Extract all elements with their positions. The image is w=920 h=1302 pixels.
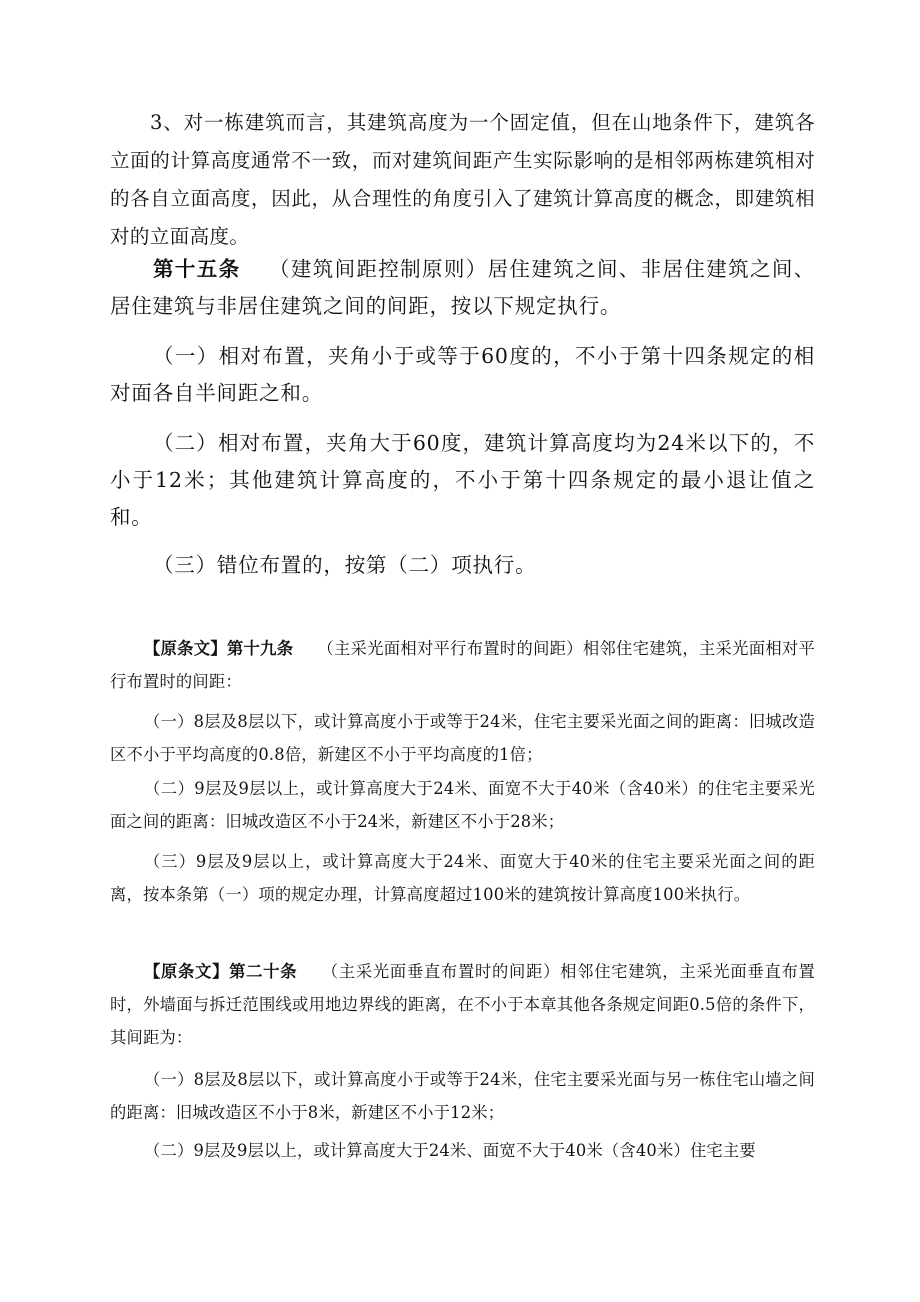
article-15-text: （建筑间距控制原则）居住建筑之间、非居住建筑之间、居住建筑与非居住建筑之间的间距，按以下规定执行。	[110, 257, 816, 318]
article-15-heading: 第十五条	[153, 257, 241, 281]
article-20-text: （主采光面垂直布置时的间距）相邻住宅建筑，主采光面垂直布置时，外墙面与拆迁范围线或用地边界线的距离，在不小于本章其他各条规定间距0.5倍的条件下，其间距为：	[110, 962, 815, 1047]
article-15-paragraph	[110, 251, 815, 325]
article-19-item-3	[110, 845, 815, 911]
article-19-item-1-text: （一）8层及8层以下，或计算高度小于或等于24米，住宅主要采光面之间的距离：旧城改造区不小于平均高度的0.8倍，新建区不小于平均高度的1倍；	[110, 712, 815, 764]
note-3-paragraph	[110, 104, 815, 256]
article-20-item-1	[110, 1063, 815, 1129]
article-15-item-3-text: （三）错位布置的，按第（二）项执行。	[153, 553, 537, 577]
note-3-text: 3、对一栋建筑而言，其建筑高度为一个固定值，但在山地条件下，建筑各立面的计算高度通常不一致，而对建筑间距产生实际影响的是相邻两栋建筑相对的各自立面高度，因此，从合理性的角度引入了建筑计算高度的概念，即建筑相对的立面高度。	[110, 111, 815, 248]
article-19-paragraph	[110, 632, 815, 698]
article-20-heading: 【原条文】第二十条	[144, 962, 298, 981]
article-15-item-1	[110, 338, 815, 412]
article-20-paragraph	[110, 955, 815, 1054]
article-19-heading: 【原条文】第十九条	[144, 639, 294, 658]
article-19-item-3-text: （三）9层及9层以上，或计算高度大于24米、面宽大于40米的住宅主要采光面之间的距离，按本条第（一）项的规定办理，计算高度超过100米的建筑按计算高度100米执行。	[110, 852, 815, 904]
article-20-item-2	[110, 1134, 815, 1167]
article-15-item-1-text: （一）相对布置，夹角小于或等于60度的，不小于第十四条规定的相对面各自半间距之和。	[110, 344, 815, 405]
article-15-item-3	[110, 547, 815, 584]
article-15-item-2	[110, 425, 815, 536]
article-19-item-2	[110, 772, 815, 838]
article-20-item-2-text: （二）9层及9层以上，或计算高度大于24米、面宽不大于40米（含40米）住宅主要	[144, 1141, 756, 1160]
article-15-item-2-text: （二）相对布置，夹角大于60度，建筑计算高度均为24米以下的，不小于12米；其他建筑计算高度的，不小于第十四条规定的最小退让值之和。	[110, 431, 815, 529]
article-20-item-1-text: （一）8层及8层以下，或计算高度小于或等于24米，住宅主要采光面与另一栋住宅山墙之间的距离：旧城改造区不小于8米，新建区不小于12米；	[110, 1070, 815, 1122]
article-19-item-2-text: （二）9层及9层以上，或计算高度大于24米、面宽不大于40米（含40米）的住宅主要采光面之间的距离：旧城改造区不小于24米，新建区不小于28米；	[110, 779, 815, 831]
article-19-text: （主采光面相对平行布置时的间距）相邻住宅建筑，主采光面相对平行布置时的间距：	[110, 639, 815, 691]
article-19-item-1	[110, 705, 815, 771]
